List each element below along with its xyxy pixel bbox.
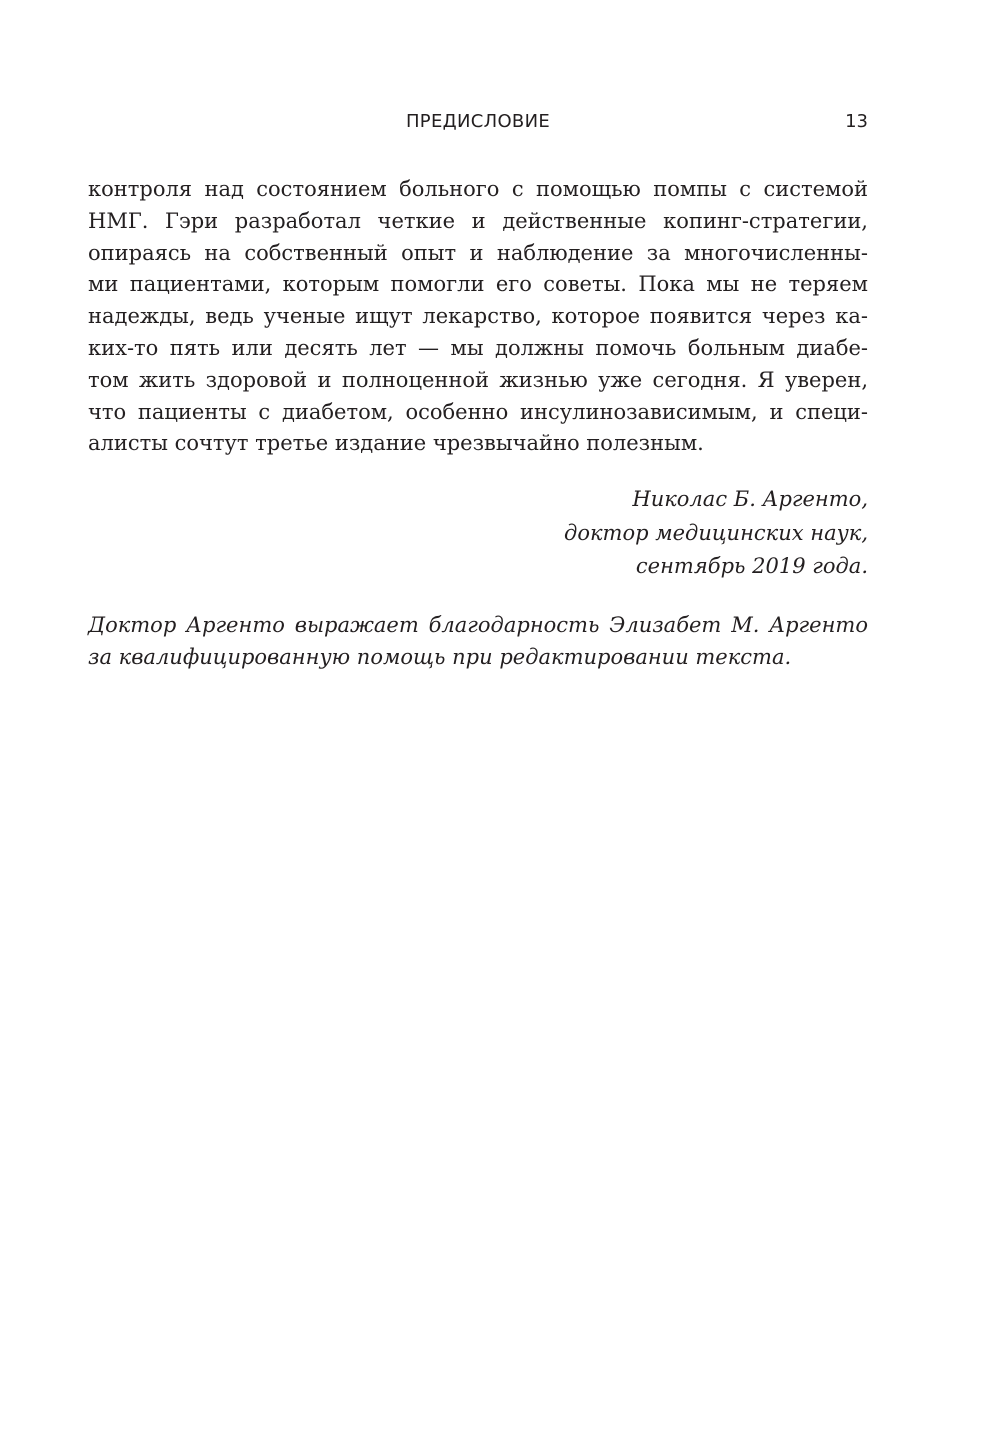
acknowledgement-paragraph bbox=[88, 610, 868, 674]
signature-block bbox=[564, 483, 868, 584]
body-line: надежды, ведь ученые ищут лекарство, которое появится через ка- bbox=[88, 304, 868, 329]
body-line: том жить здоровой и полноценной жизнью уже сегодня. Я уверен, bbox=[88, 367, 868, 392]
signature-degree: доктор медицинских наук, bbox=[564, 520, 868, 545]
signature-name: Николас Б. Аргенто, bbox=[632, 487, 868, 511]
body-line: алисты сочтут третье издание чрезвычайно полезным. bbox=[88, 431, 704, 456]
signature-date: сентябрь 2019 года. bbox=[635, 554, 868, 578]
body-line: что пациенты с диабетом, особенно инсулинозависимым, и специ- bbox=[88, 399, 868, 424]
body-line: контроля над состоянием больного с помощью помпы с системой bbox=[88, 177, 868, 201]
body-line: ких-то пять или десять лет — мы должны помочь больным диабе- bbox=[88, 335, 868, 360]
body-line: НМГ. Гэри разработал четкие и действенные копинг-стратегии, bbox=[88, 208, 868, 233]
running-title: ПРЕДИСЛОВИЕ bbox=[405, 111, 551, 132]
body-line: опираясь на собственный опыт и наблюдение за многочисленны- bbox=[88, 240, 868, 265]
acknowledgement-line: Доктор Аргенто выражает благодарность Элизабет М. Аргенто bbox=[88, 613, 868, 637]
body-line: ми пациентами, которым помогли его советы. Пока мы не теряем bbox=[88, 272, 868, 297]
page-header bbox=[88, 108, 868, 136]
acknowledgement-line: за квалифицированную помощь при редактировании текста. bbox=[88, 644, 792, 669]
body-paragraph bbox=[88, 174, 868, 460]
page-number: 13 bbox=[845, 111, 868, 132]
